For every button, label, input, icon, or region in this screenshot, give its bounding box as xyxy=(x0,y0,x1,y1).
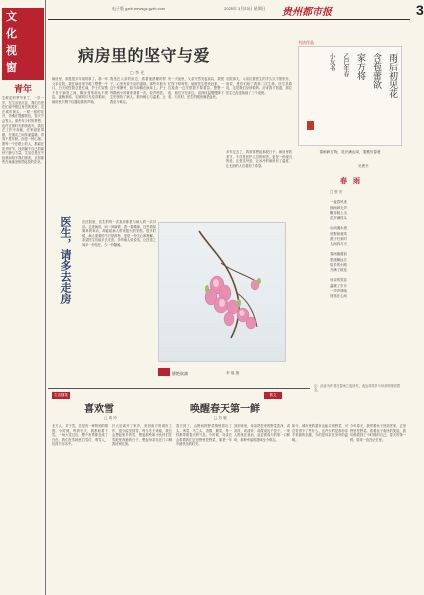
poem-line: 细雨润无声 xyxy=(330,205,347,210)
poem-body xyxy=(330,190,404,299)
poem-line: 春雨落窗前 xyxy=(330,252,347,257)
poem-line: 人间四月天 xyxy=(330,242,347,247)
article-column: 多年过去了，我常常想起那段日子。病房里的坚守，不仅是医护人员的职责，更是一份深沉的爱。正是这份爱，让冰冷的病房有了温度，让无助的人们看到了希望。 xyxy=(226,150,292,168)
section-char: 窗 xyxy=(6,61,17,74)
poem-line: 一声声呼唤 xyxy=(330,288,347,293)
poem-line: 田野绿意浓 xyxy=(330,231,347,236)
blossom-illustration xyxy=(159,223,287,363)
calligraphy-caption: 春雨润万物，花开满山岗，笔墨写春意 xyxy=(319,150,381,154)
section-divider xyxy=(48,388,310,389)
photo-badge xyxy=(158,368,170,376)
poem-note: 注：此诗为作者在春雨之夜所作，表达对故乡与母亲的深切思念。 xyxy=(314,384,401,393)
section-header xyxy=(2,8,44,80)
poem-line: 嫩芽破土出 xyxy=(330,210,347,215)
poem-line: 山间溪水流 xyxy=(330,226,347,231)
page-number: 3 xyxy=(416,2,424,18)
section-sidebar xyxy=(0,0,46,595)
masthead xyxy=(48,0,424,20)
article-title: 唤醒春天第一鲜 xyxy=(190,404,260,415)
article-column: 长大后离开了家乡，来到南方的城市工作，很少能见到雪。每当冬天来临，我总会想起家乡的雪，想起那些和小伙伴们在雪地里奔跑的日子，想起母亲站在门口喊我回家吃饭。 xyxy=(112,424,172,447)
article-label: 生活随笔 xyxy=(52,392,70,399)
calligraphy-credit: 吴俊书 xyxy=(358,164,369,168)
subarticle-title: 医生，请多去走房 xyxy=(59,216,72,304)
calligraphy-column: 含苞蕾欲 xyxy=(371,53,381,89)
article-title: 病房里的坚守与爱 xyxy=(77,46,210,65)
masthead-url: 电子版 gzrb.newsgz.gzrb.com xyxy=(112,6,166,11)
sidebar-text: 生鲜花的季节来了，一岁一岁，在生活里沉淀，我们总是在忙碌中错过身边的美好。走在城市街头，一树一树的花开，仿佛在提醒我们，春天不会等人。那些年少时的梦想，也许正被时光悄悄改写。我们在工作中奔跑，在家庭里奉献，在朋友之间传递温暖。青春不是年龄，而是一种心境。愿每一个在路上的人，都能在花开时节，找到属于自己的那份宁静与力量。生活总是在不经意间给予我们惊喜，正如那些在角落里悄然绽放的花朵。 xyxy=(2,96,44,165)
poem-line: 一夜春风来 xyxy=(330,200,347,205)
poem-line: 开满了桃花 xyxy=(330,268,347,273)
article-label: 散文 xyxy=(264,392,282,399)
article-author: □ 李 光 xyxy=(130,70,145,75)
article-column: 我坐在父亲的床边，看着他熟睡的样子，心里有说不出的滋味。那些年他为这个家操劳，如今却躺在病床上。护士每隔两小时就来查看一次，轻声细语，生怕惊扰了病人。那份耐心与温柔，让我至今难忘。 xyxy=(110,77,166,104)
article-column: 病房里，那是很多年前的事了。那一年父亲住院，我在病房里守候了整整一个月。白天的医院总是忙碌，护士们穿梭于各个病房之间，脚步匆匆却从不慌乱。夜晚来临，走廊的灯光变得柔和，病房里只剩下仪器轻微的声响。 xyxy=(52,77,108,104)
calligraphy-column: 乙巳年春 xyxy=(342,53,349,77)
poem-line: 回荡在心间 xyxy=(330,294,347,299)
article-column: 今年春天，我带着孩子回到老家，去田野里挖野菜。看着孩子欢快的笑脸，我仿佛看到了小时候的自己。春天的第一鲜，原来一直在记忆里。 xyxy=(350,424,406,442)
article-column: 出院那天，父亲拉着医生的手久久不愿松开。他说，是你们给了我第二次生命。医生笑着说，这是我们应该做的。后来我才知道，那位医生已经连续值了三个夜班。 xyxy=(226,77,292,95)
calligraphy-artwork xyxy=(298,46,402,146)
article-column: 春天到了，山野间的野菜悄悄冒出了头。荠菜、马兰头、香椿、蕨菜，每一样都带着春天的气息。小时候，母亲总会带着我们去田野里挖野菜，那是一年中最快乐的时光。 xyxy=(176,424,232,447)
poem-line: 故乡的小路 xyxy=(330,262,347,267)
calligraphy-column: 家方将 xyxy=(355,53,365,80)
article-title: 喜欢雪 xyxy=(84,404,114,415)
calligraphy-column: 雨后初见花 xyxy=(387,53,397,98)
seal-stamp xyxy=(307,121,314,130)
article-author: □ 周 玲 xyxy=(104,416,117,420)
photo-caption: 娇艳欲滴 xyxy=(172,371,188,376)
subarticle-text: 在医院里，医生的每一次查房都是与病人的一次对话。走进病房，问一问病情，看一看精神，这些看似简单的举动，却能给病人带来极大的安慰。很多时候，病人需要的不只是药物，更是一份关心和理解。希望医生们能多去走房，多听病人说说话，让医患之间多一份信任，少一份隔阂。 xyxy=(82,220,156,247)
poem-line: 燕子归来时 xyxy=(330,236,347,241)
poem-line: 母亲的笑容 xyxy=(330,278,347,283)
section-char: 化 xyxy=(6,27,17,40)
article-column: 如今，城市里的超市也能买到野菜，可总觉得少了些什么。也许少的是那份亲手采摘的乐趣，少的是母亲在身旁的温暖。 xyxy=(292,424,348,442)
calligraphy-column: 小友书 xyxy=(328,53,335,71)
article-author: □ 苏 敏 xyxy=(214,416,227,420)
article-column: 有一天夜里，父亲突然发起高烧，我慌忙按下呼叫铃。值班医生很快赶来，一边检查一边安慰我不要着急。整整一夜，他们守在床边，直到体温慢慢降下来。天亮时，医生的眼里满是血丝。 xyxy=(168,77,224,100)
masthead-date: 2025年 3月23日 星期日 xyxy=(224,6,266,11)
article-column: 回到家里，母亲把挖来的野菜洗净，或凉拌，或清炒，或做成包子饺子。一家人围坐在桌前，品尝着春天的第一口鲜味，那种幸福的滋味至今难忘。 xyxy=(234,424,290,442)
poem-line: □ 张 芳 xyxy=(330,190,343,194)
poem-line: 温暖了岁月 xyxy=(330,283,347,288)
article-column: 北方人，对于雪，总是有一种特别的情感。小时候，每到冬天，我都盼着下雪。一场大雪过后，整个世界都变成了白色，我们在雪地里打雪仗、堆雪人，玩得不亦乐乎。 xyxy=(52,424,108,447)
calligraphy-label: 书法作品 xyxy=(298,40,314,45)
paper-name: 贵州都市报 xyxy=(282,7,332,18)
blossom-photo xyxy=(158,222,286,362)
section-char: 文 xyxy=(6,10,17,23)
photo-credit: 李 瑞 摄 xyxy=(226,371,240,375)
poem-title: 春雨 xyxy=(340,176,366,185)
poem-line: 思绪飘远方 xyxy=(330,257,347,262)
poem-line: 花开满枝头 xyxy=(330,216,347,221)
column-name: 青年 xyxy=(13,85,32,95)
section-char: 视 xyxy=(6,44,17,57)
